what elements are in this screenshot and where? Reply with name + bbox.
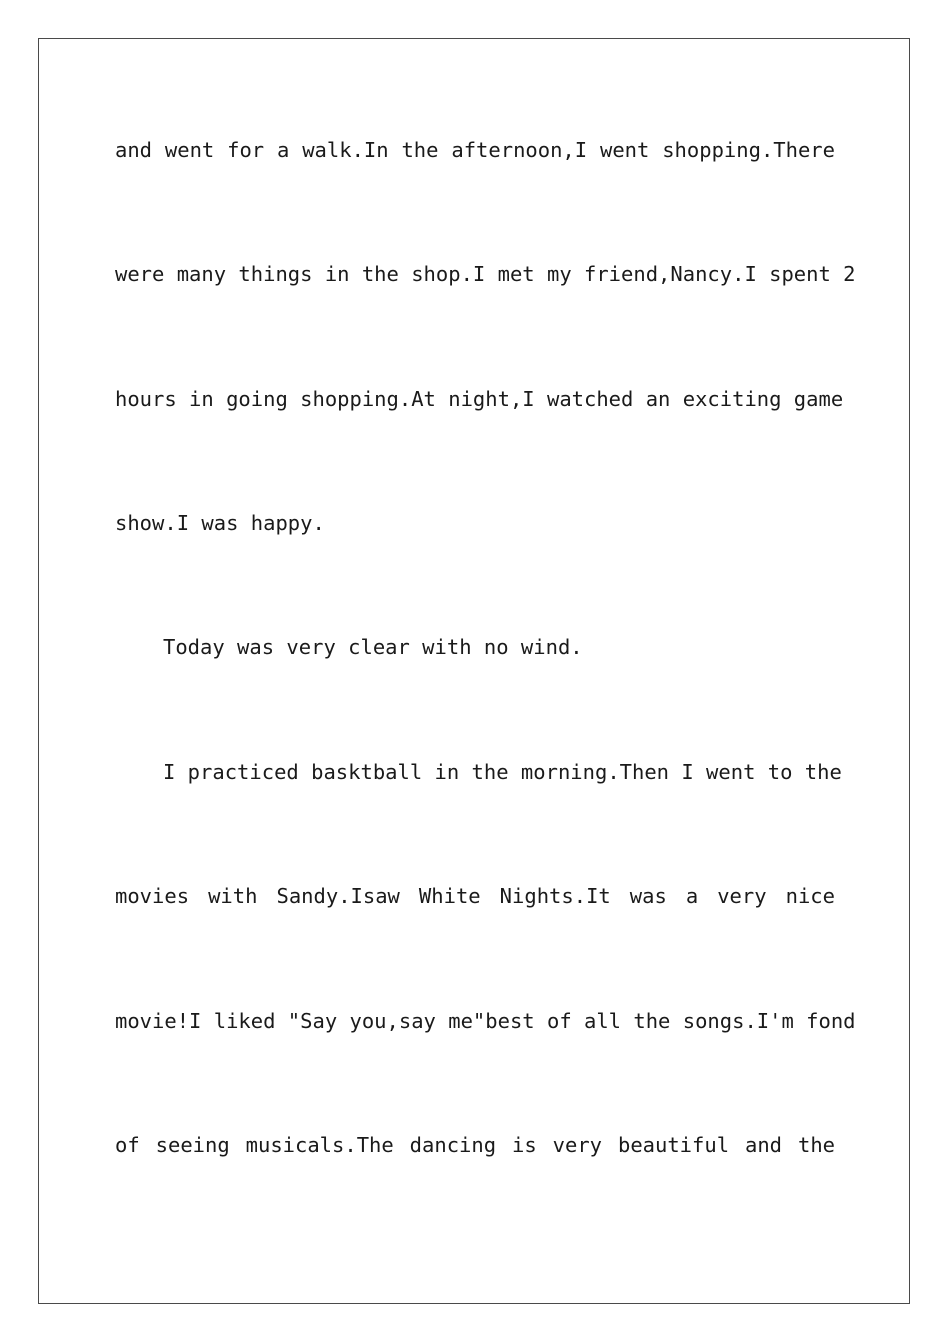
text-line-4: show.I was happy. <box>115 511 325 535</box>
text-line-7: movies with Sandy.Isaw White Nights.It was a very nice <box>115 884 835 908</box>
text-line-1: and went for a walk.In the afternoon,I went shopping.There <box>115 138 835 162</box>
text-line-2: were many things in the shop.I met my friend,Nancy.I spent 2 <box>115 262 856 286</box>
text-line-5: Today was very clear with no wind. <box>163 635 583 659</box>
text-line-8: movie!I liked "Say you,say me"best of all the songs.I'm fond <box>115 1009 856 1033</box>
text-line-6: I practiced basktball in the morning.Then I went to the <box>163 760 842 784</box>
text-line-9: of seeing musicals.The dancing is very beautiful and the <box>115 1133 835 1157</box>
page-border <box>38 38 910 1304</box>
text-line-3: hours in going shopping.At night,I watched an exciting game <box>115 387 844 411</box>
